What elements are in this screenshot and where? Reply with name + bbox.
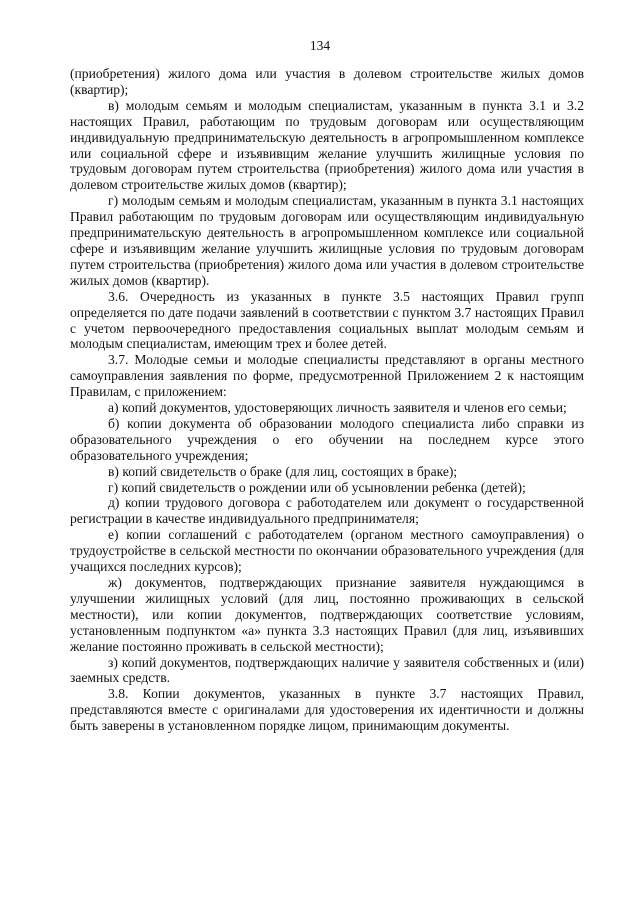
- list-item: в) копий свидетельств о браке (для лиц, состоящих в браке);: [108, 463, 458, 479]
- page-number: 134: [309, 38, 331, 53]
- list-item: з) копий документов, подтверждающих наличие у заявителя собственных и (или) заемных средств.: [70, 654, 584, 686]
- list-item: б) копии документа об образовании молодого специалиста либо справки из образовательного учреждения о его обучении на последнем курсе этого образовательного учреждения;: [70, 415, 584, 463]
- paragraph: г) молодым семьям и молодым специалистам, указанным в пункта 3.1 настоящих Правил работающим по трудовым договорам или осуществляющим индивидуальную предпринимательскую деятельность в агропромышленном комплексе или социальной сфере и изъявивщим желание улучшить жилищные условия по трудовым договорам путем строительства (приобретения) жилого дома или участия в долевом строительстве жилых домов (квартир).: [70, 193, 584, 288]
- paragraph: 3.6. Очередность из указанных в пункте 3.5 настоящих Правил групп определяется по дате подачи заявлений в соответствии с пунктом 3.7 настоящих Правил с учетом первоочередного предоставления социальных выплат молодым семьям и молодым специалистам, имеющим трех и более детей.: [70, 288, 584, 352]
- list-item: е) копии соглашений с работодателем (органом местного самоуправления) о трудоустройстве в сельской местности по окончании образовательного учреждения (для учащихся последних курсов);: [70, 527, 584, 575]
- paragraph: 3.7. Молодые семьи и молодые специалисты представляют в органы местного самоуправления заявления по форме, предусмотренной Приложением 2 к настоящим Правилам, с приложением:: [70, 352, 584, 400]
- list-item: г) копий свидетельств о рождении или об усыновлении ребенка (детей);: [108, 479, 526, 495]
- paragraph: 3.8. Копии документов, указанных в пункте 3.7 настоящих Правил, представляются вместе с оригиналами для удостоверения их идентичности и должны быть заверены в установленном порядке лицом, принимающим документы.: [70, 686, 584, 734]
- list-item: ж) документов, подтверждающих признание заявителя нуждающимся в улучшении жилищных условий (для лиц, постоянно проживающих в сельской местности), или копии документов, подтверждающих соответствие условиям, установленным подпунктом «а» пункта 3.3 настоящих Правил (для лиц, изъявивших желание постоянно проживать в сельской местности);: [70, 575, 584, 654]
- list-item: д) копии трудового договора с работодателем или документ о государственной регистрации в качестве индивидуального предпринимателя;: [70, 495, 584, 527]
- list-item: а) копий документов, удостоверяющих личность заявителя и членов его семьи;: [108, 400, 567, 416]
- document-body: [70, 66, 584, 734]
- paragraph: (приобретения) жилого дома или участия в долевом строительстве жилых домов (квартир);: [70, 66, 584, 97]
- paragraph: в) молодым семьям и молодым специалистам, указанным в пункта 3.1 и 3.2 настоящих Правил, работающим по трудовым договорам или осуществляющим индивидуальную предпринимательскую деятельность в агропромышленном комплексе или социальной сфере и изъявивщим желание улучшить жилищные условия по трудовым договорам путем строительства (приобретения) жилого дома или участия в долевом строительстве жилых домов (квартир);: [70, 97, 584, 193]
